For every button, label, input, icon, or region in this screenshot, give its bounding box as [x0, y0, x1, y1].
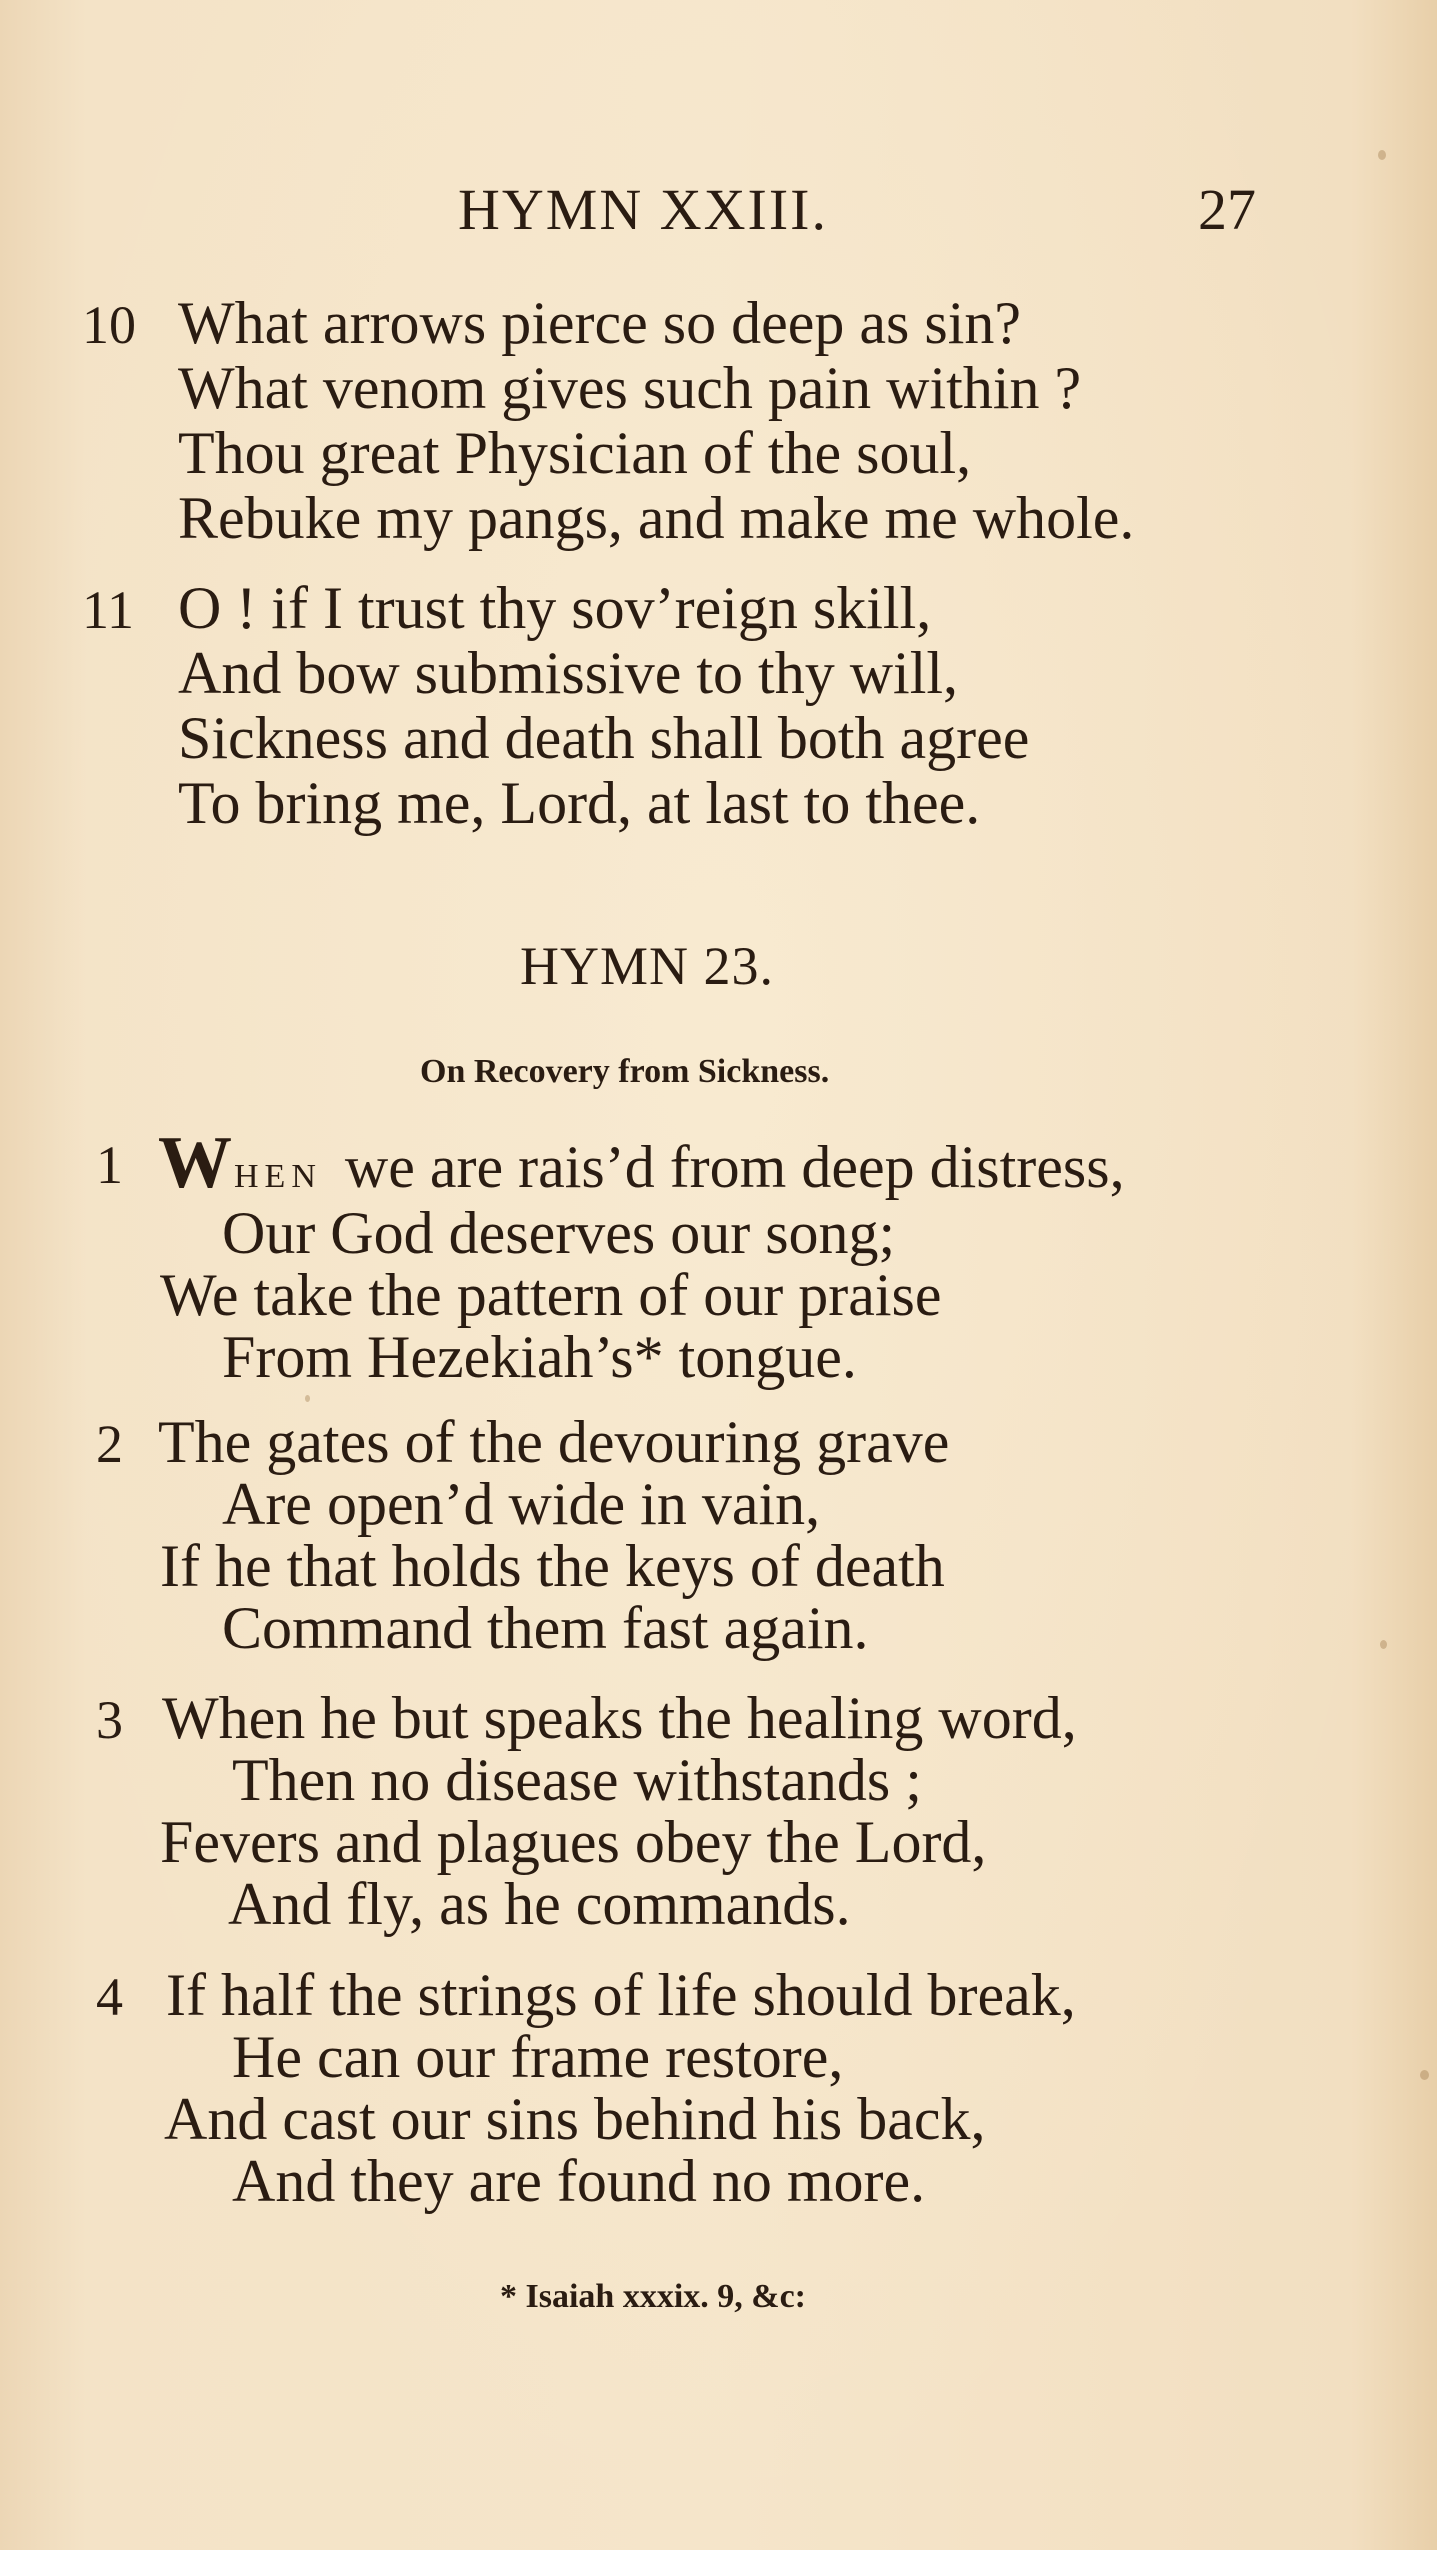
verse-line: If he that holds the keys of death: [160, 1533, 945, 1599]
hymn-subtitle: On Recovery from Sickness.: [420, 1053, 830, 1090]
verse-line: What venom gives such pain within ?: [178, 355, 1082, 421]
verse-line: O ! if I trust thy sov’reign skill,: [178, 575, 932, 641]
verse-line: Command them fast again.: [222, 1595, 869, 1661]
page-number: 27: [1198, 177, 1256, 242]
verse-line: He can our frame restore,: [232, 2024, 844, 2090]
verse-line: When he but speaks the healing word,: [162, 1685, 1077, 1751]
running-head: HYMN XXIII.: [458, 177, 828, 242]
hymn-title: HYMN 23.: [520, 936, 775, 996]
stanza-number: 3: [96, 1690, 123, 1750]
verse-line-rest: we are rais’d from deep distress,: [344, 1134, 1125, 1200]
verse-line: And they are found no more.: [232, 2148, 926, 2214]
drop-cap: W: [158, 1122, 234, 1204]
stanza-number: 4: [96, 1967, 123, 2027]
paper-spot: [1380, 1640, 1387, 1649]
verse-line-first: [158, 1122, 1125, 1207]
stanza-number: 11: [82, 580, 134, 640]
footnote: * Isaiah xxxix. 9, &c:: [500, 2278, 806, 2315]
paper-spot: [1420, 2070, 1429, 2080]
small-caps: HEN: [234, 1158, 322, 1195]
verse-line: To bring me, Lord, at last to thee.: [178, 770, 981, 836]
verse-line: If half the strings of life should break,: [166, 1962, 1076, 2028]
verse-line: Are open’d wide in vain,: [222, 1471, 821, 1537]
verse-line: Fevers and plagues obey the Lord,: [160, 1809, 987, 1875]
verse-line: And fly, as he commands.: [228, 1871, 851, 1937]
verse-line: And cast our sins behind his back,: [164, 2086, 986, 2152]
verse-line: Rebuke my pangs, and make me whole.: [178, 485, 1135, 551]
paper-spot: [1378, 150, 1386, 160]
verse-line: We take the pattern of our praise: [160, 1262, 942, 1328]
verse-line: From Hezekiah’s* tongue.: [222, 1324, 857, 1390]
verse-line: Sickness and death shall both agree: [178, 705, 1030, 771]
verse-line: What arrows pierce so deep as sin?: [178, 290, 1021, 356]
verse-line: The gates of the devouring grave: [158, 1409, 950, 1475]
verse-line: Thou great Physician of the soul,: [178, 420, 972, 486]
verse-line: And bow submissive to thy will,: [178, 640, 959, 706]
stanza-number: 1: [96, 1135, 123, 1195]
verse-line: Our God deserves our song;: [222, 1200, 896, 1266]
stanza-number: 2: [96, 1414, 123, 1474]
paper-spot: [305, 1395, 310, 1402]
verse-line: Then no disease withstands ;: [232, 1747, 922, 1813]
stanza-number: 10: [82, 295, 136, 355]
